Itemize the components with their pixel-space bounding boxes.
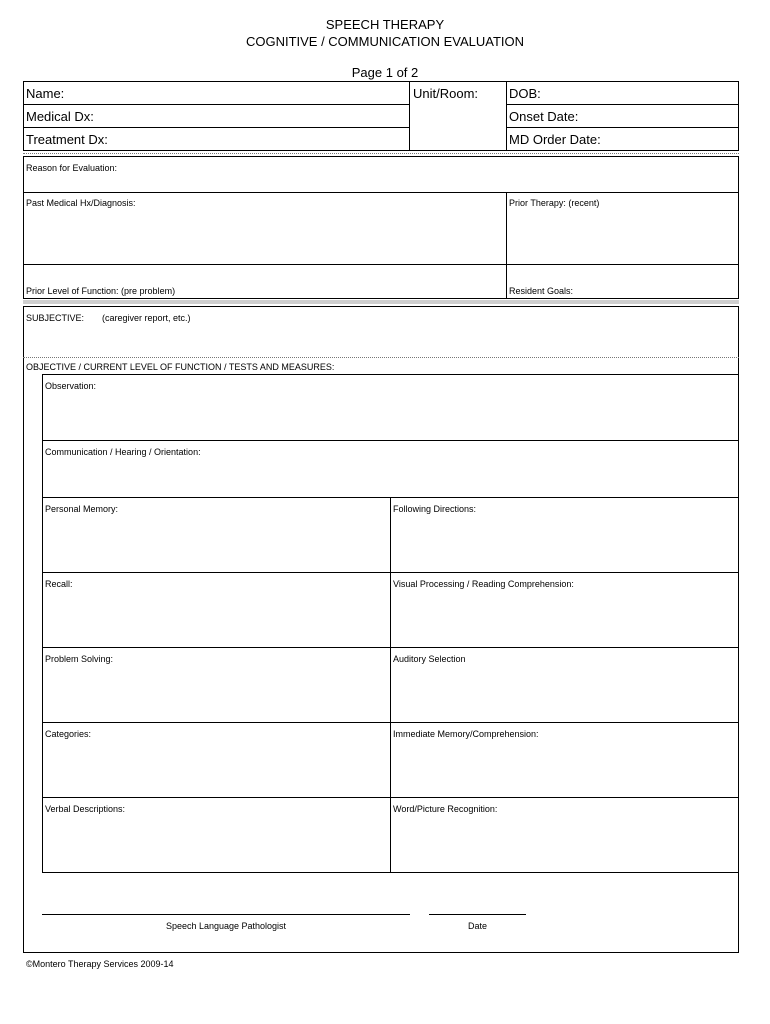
reason-label: Reason for Evaluation: (26, 163, 118, 173)
divider (23, 300, 739, 304)
following-directions-field[interactable] (391, 498, 738, 572)
visual-processing-field[interactable] (391, 573, 738, 647)
treatment-dx-field[interactable] (24, 128, 408, 150)
resident-goals-label: Resident Goals: (509, 286, 574, 296)
onset-date-field[interactable] (507, 105, 738, 127)
verbal-descriptions-field[interactable] (43, 798, 390, 872)
medical-dx-label: Medical Dx: (26, 109, 94, 124)
personal-memory-label: Personal Memory: (45, 504, 119, 514)
dob-field[interactable] (507, 82, 738, 104)
date-caption: Date (467, 921, 487, 931)
word-picture-recognition-label: Word/Picture Recognition: (393, 804, 498, 814)
form-title: SPEECH THERAPY (325, 17, 445, 32)
auditory-selection-field[interactable] (391, 648, 738, 722)
name-label: Name: (26, 86, 65, 101)
resident-goals-field[interactable] (507, 265, 738, 298)
prior-level-label: Prior Level of Function: (pre problem) (26, 286, 176, 296)
subjective-label: SUBJECTIVE: (26, 313, 85, 323)
categories-field[interactable] (43, 723, 390, 797)
medical-dx-field[interactable] (24, 105, 408, 127)
prior-level-field[interactable] (24, 265, 505, 298)
immediate-memory-field[interactable] (391, 723, 738, 797)
visual-processing-label: Visual Processing / Reading Comprehension: (393, 579, 574, 589)
form-subtitle: COGNITIVE / COMMUNICATION EVALUATION (245, 34, 525, 49)
recall-label: Recall: (45, 579, 73, 589)
subjective-field[interactable] (24, 307, 738, 356)
word-picture-recognition-field[interactable] (391, 798, 738, 872)
md-order-date-label: MD Order Date: (509, 132, 601, 147)
md-order-date-field[interactable] (507, 128, 738, 150)
divider (23, 357, 739, 358)
treatment-dx-label: Treatment Dx: (26, 132, 108, 147)
name-field[interactable] (24, 82, 408, 104)
personal-memory-field[interactable] (43, 498, 390, 572)
unit-room-label: Unit/Room: (413, 86, 479, 101)
slp-caption: Speech Language Pathologist (165, 921, 287, 931)
reason-for-evaluation-field[interactable] (24, 157, 738, 192)
problem-solving-field[interactable] (43, 648, 390, 722)
past-medical-label: Past Medical Hx/Diagnosis: (26, 198, 136, 208)
page-number: Page 1 of 2 (351, 65, 419, 80)
objective-label: OBJECTIVE / CURRENT LEVEL OF FUNCTION / TESTS AND MEASURES: (26, 362, 335, 372)
copyright-footer: ©Montero Therapy Services 2009-14 (26, 959, 174, 969)
dob-label: DOB: (509, 86, 541, 101)
divider (23, 153, 739, 154)
past-medical-field[interactable] (24, 193, 505, 264)
prior-therapy-field[interactable] (507, 193, 738, 264)
recall-field[interactable] (43, 573, 390, 647)
auditory-selection-label: Auditory Selection (393, 654, 466, 664)
communication-label: Communication / Hearing / Orientation: (45, 447, 201, 457)
immediate-memory-label: Immediate Memory/Comprehension: (393, 729, 539, 739)
prior-therapy-label: Prior Therapy: (recent) (509, 198, 600, 208)
observation-label: Observation: (45, 381, 97, 391)
problem-solving-label: Problem Solving: (45, 654, 114, 664)
observation-field[interactable] (43, 375, 738, 440)
categories-label: Categories: (45, 729, 92, 739)
following-directions-label: Following Directions: (393, 504, 477, 514)
verbal-descriptions-label: Verbal Descriptions: (45, 804, 126, 814)
unit-room-field[interactable] (410, 82, 505, 150)
onset-date-label: Onset Date: (509, 109, 579, 124)
communication-field[interactable] (43, 441, 738, 497)
subjective-hint: (caregiver report, etc.) (102, 313, 191, 323)
slp-signature-line[interactable] (42, 914, 410, 915)
date-signature-line[interactable] (429, 914, 526, 915)
